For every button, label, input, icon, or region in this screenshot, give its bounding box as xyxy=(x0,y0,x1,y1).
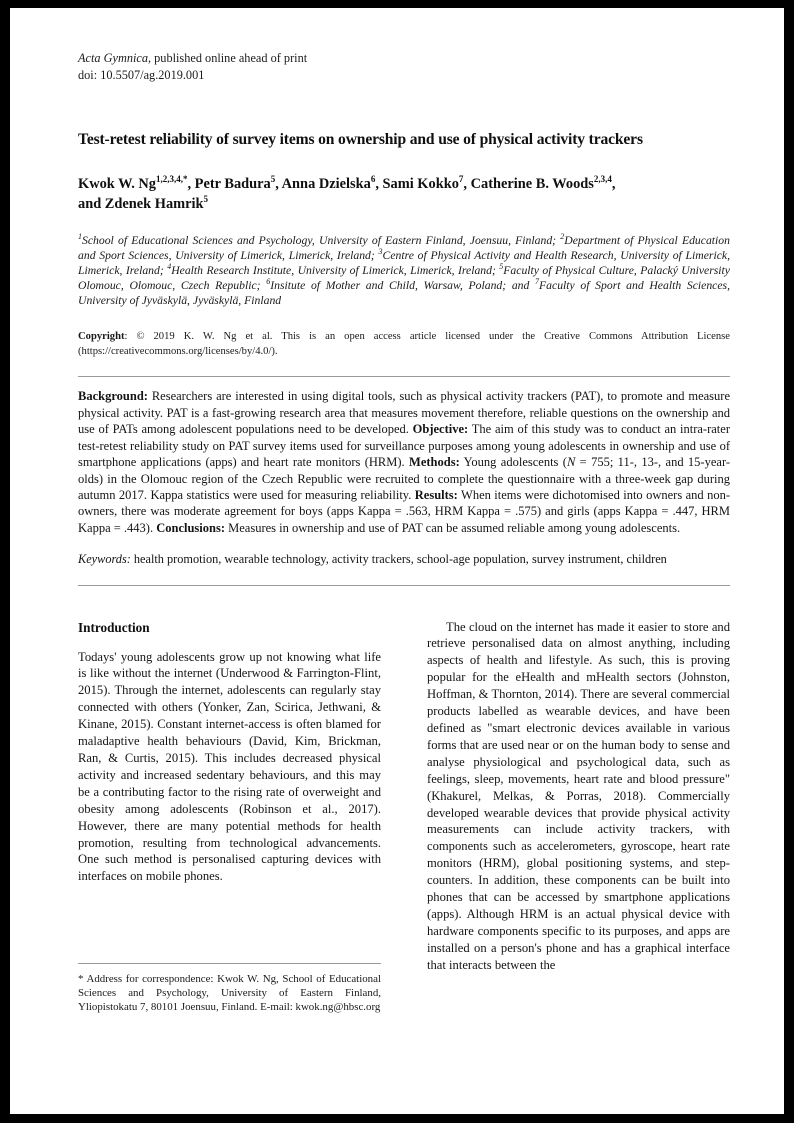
copyright-text: : © 2019 K. W. Ng et al. This is an open access article licensed under the Creative Commons Attribution License (https://creativecommons.org/licenses/by/4.0/). xyxy=(78,331,730,358)
abstract-methods-text-b: = 755; 11-, 13-, and 15-year-olds) in the Olomouc region of the Czech Republic were recruited to complete the questionnaire with a three-week gap during autumn 2017. Kappa statistics were used for measuring reliability. xyxy=(78,455,731,502)
abstract-sample-size-symbol: N xyxy=(566,455,576,470)
affiliation-marker: 5 xyxy=(499,262,504,272)
journal-status: , published online ahead of print xyxy=(148,51,308,65)
affiliation-text: Centre of Physical Activity and Health Research, University of Limerick, Limerick, Ireland; xyxy=(78,249,730,278)
page-content xyxy=(78,50,730,1039)
column-right xyxy=(427,619,730,974)
author-kwok-ng: Kwok W. Ng xyxy=(78,176,156,192)
abstract-background-text: Researchers are interested in using digital tools, such as physical activity trackers (PAT), to promote and measure physical activity. PAT is a fast-growing research area that measures movement therefore, reliable questions on the ownership and use of PATs among adolescent populations need to be developed. xyxy=(78,389,730,437)
section-heading-introduction: Introduction xyxy=(78,619,150,635)
affiliation-marker: 4 xyxy=(167,262,172,272)
author-catherine-woods: , Catherine B. Woods xyxy=(463,176,594,192)
author-petr-badura: , Petr Badura xyxy=(187,176,271,192)
affiliation-list xyxy=(78,233,730,308)
copyright-label: Copyright xyxy=(78,331,125,343)
intro-paragraph-left: Todays' young adolescents grow up not knowing what life is like without the internet (Underwood & Farrington-Flint, 2015). Through the internet, adolescents can regularly stay connected with others (Yonker, Zan, Scirica, Jethwani, & Kinane, 2015). Constant internet-access is often blamed for maladaptive health behaviours (David, Kim, Brickman, Ran, & Curtis, 2015). This includes decreased physical activity and increased sedentary behaviours, and this may be a contributing factor to the rising rate of overweight and obesity among adolescents (Robinson et al., 2017). However, there are many potential methods for health promotion, resulting from technological advancements. One such method is personalised capturing devices with interfaces on mobile phones. xyxy=(78,649,381,884)
affiliation-text: Faculty of Sport and Health Sciences, University of Jyväskylä, Jyväskylä, Finland xyxy=(78,279,731,308)
author-separator: , xyxy=(611,176,616,192)
page-title: Test-retest reliability of survey items on ownership and use of physical activity trackers xyxy=(78,131,643,148)
author-affil-marker: 7 xyxy=(458,174,464,185)
body-top-rule xyxy=(78,585,730,586)
author-affil-marker: 1,2,3,4,* xyxy=(155,174,188,185)
abstract-background-label: Background: xyxy=(78,389,148,404)
author-list xyxy=(78,175,730,214)
author-affil-marker: 5 xyxy=(270,174,276,185)
keywords-label: Keywords: xyxy=(78,552,131,567)
author-affil-marker: 6 xyxy=(370,174,376,185)
affiliation-marker: 2 xyxy=(560,232,565,242)
keywords xyxy=(78,551,730,567)
intro-paragraph-right: The cloud on the internet has made it easier to store and retrieve personalised data on almost anything, including aspects of health and lifestyle. As such, this is proving popular for the eHealth and mHealth sectors (Johnston, Hoffman, & Thornton, 2014). There are several commercial products labelled as wearable devices, and have been defined as "smart electronic devices available in various forms that are used near or on the human body to sense and analyse physiological and psychological data, such as feelings, sleep, movements, heart rate and blood pressure" (Khakurel, Melkas, & Porras, 2018). Commercially developed wearable devices that provide physical activity measurements can include activity trackers, with components such as accelerometers, gyroscope, heart rate monitors (HRM), global positioning systems, and step-counters. In addition, these components can be built into phones that can be accessed by smartphone applications (apps). Although HRM is an actual physical device with hardware components specific to its purposes, and apps are installed on a person's phone and has a graphical interface that interacts between the xyxy=(427,619,730,972)
abstract xyxy=(78,388,730,536)
copyright-notice xyxy=(78,329,730,359)
affiliation-text: School of Educational Sciences and Psychology, University of Eastern Finland, Joensuu, Finland; xyxy=(82,234,561,247)
abstract-results-label: Results: xyxy=(414,487,458,502)
abstract-objective-label: Objective: xyxy=(412,422,469,437)
abstract-conclusions-text: Measures in ownership and use of PAT can be assumed reliable among young adolescents. xyxy=(225,520,681,535)
abstract-methods-label: Methods: xyxy=(409,455,460,470)
journal-name: Acta Gymnica xyxy=(78,51,148,65)
author-anna-dzielska: , Anna Dzielska xyxy=(275,176,371,192)
correspondence-footnote: * Address for correspondence: Kwok W. Ng, School of Educational Sciences and Psychology, University of Eastern Finland, Yliopistokatu 7, 80101 Joensuu, Finland. E-mail: kwok.ng@hbsc.org xyxy=(78,972,381,1014)
paper-page xyxy=(10,8,784,1114)
author-zdenek-hamrik: and Zdenek Hamrik xyxy=(78,195,204,212)
affiliation-text: Faculty of Physical Culture, Palacký University Olomouc, Olomouc, Czech Republic; xyxy=(78,264,730,293)
journal-header xyxy=(78,50,730,67)
affiliation-marker: 6 xyxy=(266,277,271,287)
author-affil-marker: 2,3,4 xyxy=(593,174,612,185)
abstract-top-rule xyxy=(78,376,730,377)
footnote-area xyxy=(78,963,381,1015)
doi-line: doi: 10.5507/ag.2019.001 xyxy=(78,67,205,82)
column-left xyxy=(78,619,381,1014)
abstract-methods-text-a: Young adolescents ( xyxy=(459,455,567,470)
affiliation-text: Insitute of Mother and Child, Warsaw, Poland; and xyxy=(270,279,536,293)
author-sami-kokko: , Sami Kokko xyxy=(375,176,459,192)
abstract-objective-text: The aim of this study was to conduct an intra-rater test-retest reliability study on PAT survey items used for surveillance purposes among young adolescents in ownership and use of smartphone applications (apps) and heart rate monitors (HRM). xyxy=(78,422,730,470)
footnote-rule xyxy=(78,963,381,964)
abstract-conclusions-label: Conclusions: xyxy=(156,520,225,535)
affiliation-marker: 1 xyxy=(78,232,82,242)
abstract-results-text: When items were dichotomised into owners and non-owners, there was moderate agreement for boys (apps Kappa = .563, HRM Kappa = .575) and girls (apps Kappa = .447, HRM Kappa = .443). xyxy=(78,487,730,535)
affiliation-text: Department of Physical Education and Sport Sciences, University of Limerick, Limerick, Ireland; xyxy=(78,234,730,263)
body-columns xyxy=(78,619,730,1039)
affiliation-text: Health Research Institute, University of Limerick, Limerick, Ireland; xyxy=(171,264,500,278)
author-affil-marker: 5 xyxy=(203,193,209,204)
keywords-text: health promotion, wearable technology, activity trackers, school-age population, survey instrument, children xyxy=(130,552,667,567)
affiliation-marker: 3 xyxy=(378,247,383,257)
affiliation-marker: 7 xyxy=(535,277,540,287)
